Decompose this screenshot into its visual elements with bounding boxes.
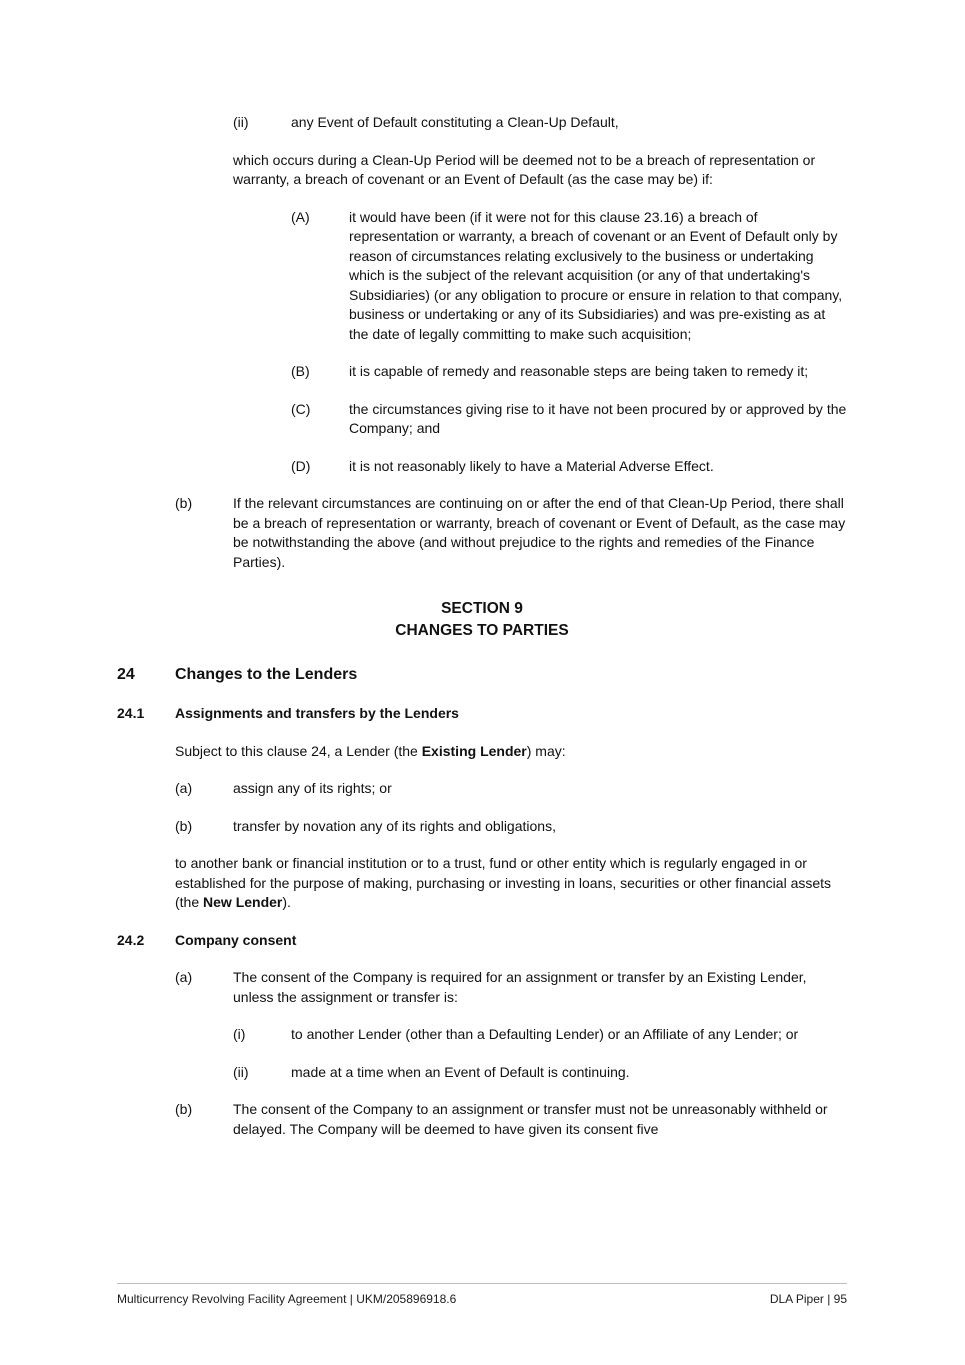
document-content <box>117 113 847 1157</box>
list-item-text: assign any of its rights; or <box>233 780 392 796</box>
list-item-text: the circumstances giving rise to it have not been procured by or approved by the Company; and <box>349 400 847 436</box>
list-item-B <box>291 362 847 382</box>
list-marker: (B) <box>291 363 310 379</box>
defined-term-new-lender: New Lender <box>203 894 283 910</box>
clause-number: 24.2 <box>117 931 145 948</box>
list-item-text: any Event of Default constituting a Clean-Up Default, <box>291 114 619 130</box>
page-footer <box>117 1283 847 1307</box>
clause-number: 24 <box>117 666 135 683</box>
list-marker: (a) <box>175 969 193 985</box>
paragraph-24-1-intro <box>175 742 847 762</box>
list-item-D <box>291 457 847 477</box>
clause-title: Company consent <box>175 931 297 948</box>
list-marker: (D) <box>291 457 311 474</box>
clause-title: Changes to the Lenders <box>175 666 358 683</box>
list-marker: (C) <box>291 400 311 417</box>
intro-text: Subject to this clause 24, a Lender (the <box>175 742 422 759</box>
paragraph-24-1-close <box>175 854 847 913</box>
close-text: to another bank or financial institution or to a trust, fund or other entity which is regularly engaged in or established for the purpose of making, purchasing or investing in loans, securities or other financial assets (the <box>175 855 832 910</box>
clause-24-heading <box>117 664 847 686</box>
list-marker: (b) <box>175 817 193 834</box>
section-heading-line2: CHANGES TO PARTIES <box>395 622 569 639</box>
intro-text-after: ) may: <box>526 742 566 759</box>
list-item-i-24-2 <box>233 1025 847 1045</box>
clause-title: Assignments and transfers by the Lenders <box>175 705 459 721</box>
list-marker: (A) <box>291 208 310 225</box>
clause-number: 24.1 <box>117 705 145 721</box>
list-item-text: to another Lender (other than a Defaulting Lender) or an Affiliate of any Lender; or <box>291 1026 799 1042</box>
list-item-text: The consent of the Company to an assignment or transfer must not be unreasonably withheld or delayed. The Company will be deemed to have given its consent five <box>233 1101 828 1137</box>
footer-firm-page-number: DLA Piper | 95 <box>769 1292 847 1306</box>
list-marker: (ii) <box>233 1063 249 1080</box>
list-item-b-24-1 <box>175 817 847 837</box>
list-item-ii <box>233 113 847 133</box>
list-item-text: The consent of the Company is required for an assignment or transfer by an Existing Lender, unless the assignment or transfer is: <box>233 969 807 1005</box>
section-heading-line1: SECTION 9 <box>441 600 523 617</box>
list-item-text: it is not reasonably likely to have a Material Adverse Effect. <box>349 457 714 474</box>
list-item-text: If the relevant circumstances are continuing on or after the end of that Clean-Up Period, there shall be a breach of representation or warranty, breach of covenant or Event of Default, as the case may be notwithstanding the above (and without prejudice to the rights and remedies of the Finance Parties). <box>233 495 846 570</box>
clause-24-2-heading <box>117 931 847 951</box>
list-marker: (ii) <box>233 114 249 130</box>
footer-document-reference: Multicurrency Revolving Facility Agreement | UKM/205896918.6 <box>117 1292 457 1306</box>
list-item-a-24-1 <box>175 779 847 799</box>
list-item-b-cleanup <box>175 494 847 572</box>
list-marker: (i) <box>233 1026 246 1042</box>
list-item-A <box>291 208 847 345</box>
list-item-text: transfer by novation any of its rights and obligations, <box>233 817 556 834</box>
defined-term-existing-lender: Existing Lender <box>421 742 527 759</box>
list-marker: (b) <box>175 495 193 511</box>
close-text-after: ). <box>282 894 291 910</box>
list-item-ii-24-2 <box>233 1063 847 1083</box>
list-marker: (b) <box>175 1101 193 1117</box>
list-item-text: made at a time when an Event of Default is continuing. <box>291 1063 630 1080</box>
list-item-b-24-2 <box>175 1100 847 1139</box>
list-item-text: it is capable of remedy and reasonable steps are being taken to remedy it; <box>349 363 809 379</box>
list-marker: (a) <box>175 780 193 796</box>
list-item-C <box>291 400 847 439</box>
section-heading <box>117 598 847 642</box>
paragraph-cleanup-continuation: which occurs during a Clean-Up Period will be deemed not to be a breach of representation or warranty, a breach of covenant or an Event of Default (as the case may be) if: <box>233 151 816 187</box>
list-item-a-24-2 <box>175 968 847 1007</box>
clause-24-1-heading <box>117 704 847 724</box>
list-item-text: it would have been (if it were not for this clause 23.16) a breach of representation or warranty, a breach of covenant or an Event of Default only by reason of circumstances relating exclusively to the business or undertaking which is the subject of the relevant acquisition (or any of that undertaking's Subsidiaries) (or any obligation to procure or ensure in relation to that company, business or undertaking or any of its Subsidiaries) and was pre-existing as at the date of legally committing to make such acquisition; <box>349 208 843 342</box>
